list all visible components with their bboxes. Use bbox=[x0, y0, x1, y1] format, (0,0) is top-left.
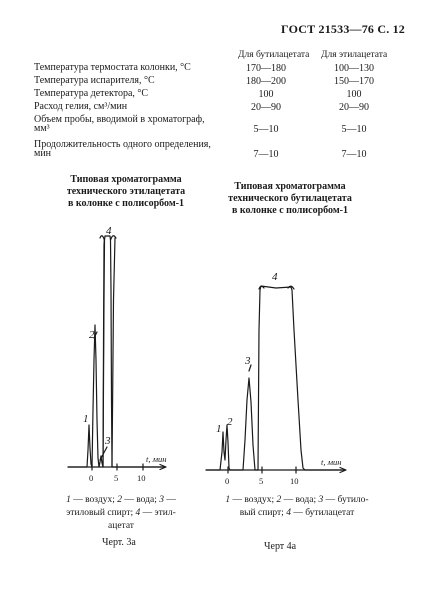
row-duration-butyl: 7—10 bbox=[253, 149, 279, 160]
legend-text: — вода; bbox=[281, 495, 319, 505]
row-sample-volume-unit: мм³ bbox=[34, 123, 50, 134]
chart-left-legend-line-3: ацетат bbox=[108, 521, 134, 531]
row-sample-volume-butyl: 5—10 bbox=[253, 124, 279, 135]
row-evaporator-temp: Температура испарителя, °С bbox=[34, 75, 155, 86]
row-duration-unit: мин bbox=[34, 148, 52, 159]
chart-right-figure-label: Черт 4а bbox=[264, 541, 297, 552]
chart-left-peak-label-2: 2 bbox=[89, 329, 95, 341]
chart-left-title-line-3: в колонке с полисорбом-1 bbox=[68, 198, 184, 209]
row-sample-volume: Объем пробы, вводимой в хроматограф, bbox=[34, 114, 205, 125]
chart-right-legend-line-1 bbox=[212, 494, 382, 507]
chart-left-legend bbox=[46, 494, 196, 533]
row-column-temp: Температура термостата колонки, °С bbox=[34, 62, 191, 73]
row-evaporator-temp-butyl: 180—200 bbox=[246, 76, 286, 87]
chart-left-legend-line-1 bbox=[46, 494, 196, 507]
chart-right-legend-line-2 bbox=[212, 507, 382, 520]
legend-num: 1 bbox=[66, 495, 71, 505]
chart-left-axis-unit: t, мин bbox=[146, 454, 167, 464]
column-header-ethyl: Для этилацетата bbox=[321, 50, 388, 60]
chart-left-peak-label-3: 3 bbox=[105, 435, 111, 447]
row-detector-temp-butyl: 100 bbox=[258, 89, 274, 100]
legend-text: — этил- bbox=[140, 508, 176, 518]
row-detector-temp-ethyl: 100 bbox=[346, 89, 362, 100]
chart-left-tick-label-0: 0 bbox=[89, 473, 94, 483]
page-header: ГОСТ 21533—76 С. 12 bbox=[281, 22, 405, 36]
chart-right-peak-label-3: 3 bbox=[245, 355, 251, 367]
row-detector-temp: Температура детектора, °С bbox=[34, 88, 149, 99]
chart-right-title-line-3: в колонке с полисорбом-1 bbox=[232, 205, 348, 216]
legend-num: 1 bbox=[225, 495, 231, 505]
row-column-temp-ethyl: 100—130 bbox=[334, 63, 374, 74]
row-duration-ethyl: 7—10 bbox=[341, 149, 367, 160]
legend-num: 3 bbox=[159, 495, 164, 505]
chart-left-tick-label-5: 5 bbox=[114, 473, 119, 483]
chart-right-title-line-2: технического бутилацетата bbox=[228, 193, 352, 204]
legend-num: 2 bbox=[276, 495, 282, 505]
chart-left-title-line-2: технического этилацетата bbox=[66, 186, 186, 197]
chart-left-figure-label: Черт. 3а bbox=[102, 537, 136, 548]
row-duration: Продолжительность одного определения, bbox=[34, 139, 211, 150]
legend-text: — воздух; bbox=[230, 495, 277, 505]
chart-right-peak-label-2: 2 bbox=[227, 416, 233, 428]
chart-left-legend-line-2 bbox=[46, 507, 196, 520]
chart-left-trace bbox=[68, 236, 165, 467]
legend-text: — бутило- bbox=[323, 495, 369, 505]
row-sample-volume-ethyl: 5—10 bbox=[341, 124, 367, 135]
legend-text: — бутилацетат bbox=[290, 508, 355, 518]
row-helium-flow-ethyl: 20—90 bbox=[339, 102, 369, 113]
legend-text: — вода; bbox=[122, 495, 160, 505]
chart-right-peak-label-4: 4 bbox=[272, 271, 278, 283]
chart-left-peak-label-4: 4 bbox=[106, 225, 112, 237]
chart-right-trace bbox=[206, 286, 345, 470]
chart-right-legend bbox=[212, 494, 382, 520]
row-evaporator-temp-ethyl: 150—170 bbox=[334, 76, 374, 87]
legend-text: вый спирт; bbox=[239, 508, 287, 518]
chart-right-title-line-1: Типовая хроматограмма bbox=[234, 181, 346, 192]
chart-right-tick-label-5: 5 bbox=[259, 476, 264, 486]
row-helium-flow: Расход гелия, см³/мин bbox=[34, 101, 128, 112]
row-helium-flow-butyl: 20—90 bbox=[251, 102, 281, 113]
chart-right-peak-label-1: 1 bbox=[216, 423, 222, 435]
legend-num: 4 bbox=[135, 508, 141, 518]
chart-right-axis-unit: t, мин bbox=[321, 457, 342, 467]
chart-left-title-line-1: Типовая хроматограмма bbox=[70, 174, 182, 185]
chart-left-peak4-right bbox=[112, 238, 115, 467]
chart-right-tick-label-0: 0 bbox=[225, 476, 230, 486]
chart-left-peak-label-1: 1 bbox=[83, 413, 89, 425]
legend-num: 3 bbox=[318, 495, 324, 505]
legend-num: 2 bbox=[117, 495, 122, 505]
chart-left-tick-label-10: 10 bbox=[137, 473, 146, 483]
row-column-temp-butyl: 170—180 bbox=[246, 63, 286, 74]
column-header-butyl: Для бутилацетата bbox=[238, 50, 310, 60]
legend-num: 4 bbox=[286, 508, 291, 518]
legend-text: этиловый спирт; bbox=[66, 508, 136, 518]
legend-text: — bbox=[163, 495, 176, 505]
chart-right-tick-label-10: 10 bbox=[290, 476, 299, 486]
legend-text: — воздух; bbox=[70, 495, 118, 505]
